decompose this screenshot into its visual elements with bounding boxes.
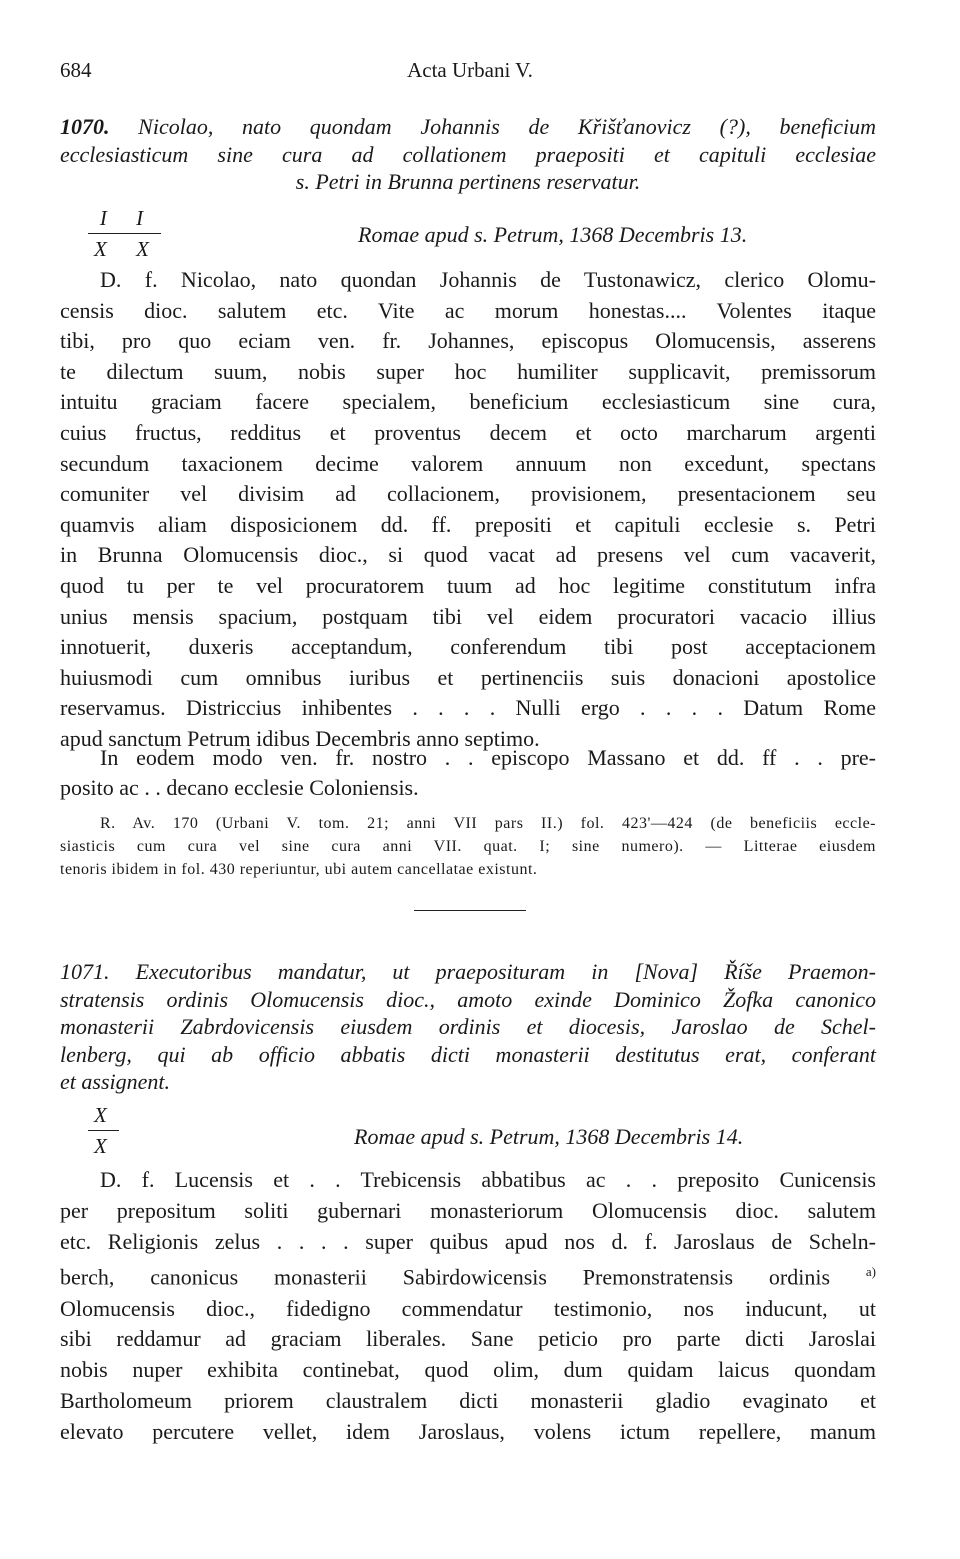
body-line: Bartholomeum priorem claustralem dicti monasterii gladio evaginato et <box>60 1387 876 1413</box>
fraction-bar <box>88 1130 119 1131</box>
body-line: etc. Religionis zelus . . . . super quibus apud nos d. f. Jaroslaus de Scheln- <box>60 1228 876 1254</box>
dateline: Romae apud s. Petrum, 1368 Decembris 13. <box>358 222 748 247</box>
abstract-line: ecclesiasticum sine cura ad collationem praepositi et capituli ecclesiae <box>60 141 876 167</box>
body-line: unius mensis spacium, postquam tibi vel eidem procuratori vacacio illius <box>60 603 876 629</box>
running-title: Acta Urbani V. <box>407 58 533 82</box>
abstract-line: lenberg, qui ab officio abbatis dicti monasterii destitutus erat, conferant <box>60 1041 876 1067</box>
document-page <box>60 0 880 1559</box>
body-line: innotuerit, duxeris acceptandum, conferendum tibi post acceptacionem <box>60 634 876 660</box>
entry-1070-second-paragraph <box>60 743 876 803</box>
body-line: secundum taxacionem decime valorem annuum non excedunt, spectans <box>60 450 876 476</box>
abstract-line: 1071. Executoribus mandatur, ut praeposituram in [Nova] Říše Praemon- <box>60 959 877 984</box>
dateline: Romae apud s. Petrum, 1368 Decembris 14. <box>354 1124 744 1149</box>
abstract-line: s. Petri in Brunna pertinens reservatur. <box>295 169 641 194</box>
body-line: quamvis aliam disposicionem dd. ff. prepositi et capituli ecclesie s. Petri <box>60 511 876 537</box>
body-line: in Brunna Olomucensis dioc., si quod vacat ad presens vel cum vacaverit, <box>60 542 876 568</box>
body-line: Olomucensis dioc., fidedigno commendatur testimonio, nos inducunt, ut <box>60 1295 876 1321</box>
body-line: apud sanctum Petrum idibus Decembris anno septimo. <box>60 725 540 751</box>
body-line: nobis nuper exhibita continebat, quod olim, dum quidam laicus quondam <box>60 1357 876 1383</box>
fraction-denominator: X X <box>94 237 161 261</box>
date-fraction <box>88 206 161 261</box>
entry-number: 1071. <box>60 959 110 984</box>
body-line: D. f. Nicolao, nato quondan Johannis de Tustonawicz, clerico Olomu- <box>100 267 876 292</box>
body-line: huiusmodi cum omnibus iuribus et pertinenciis suis donacioni apostolice <box>60 664 876 690</box>
running-header <box>60 58 880 88</box>
body-line: D. f. Lucensis et . . Trebicensis abbatibus ac . . preposito Cunicensis <box>100 1167 876 1192</box>
body-line: cuius fructus, redditus et proventus decem et octo marcharum argenti <box>60 419 876 445</box>
body-line: tibi, pro quo eciam ven. fr. Johannes, episcopus Olomucensis, asserens <box>60 328 876 354</box>
body-line: reservamus. Districcius inhibentes . . . . Nulli ergo . . . . Datum Rome <box>60 695 876 721</box>
abstract-line: stratensis ordinis Olomucensis dioc., amoto exinde Dominico Žofka canonico <box>60 986 876 1012</box>
footnote-marker: a) <box>865 1264 876 1280</box>
entry-1071-abstract <box>60 958 876 1096</box>
entry-number: 1070. <box>60 114 110 139</box>
body-line: intuitu graciam facere specialem, beneficium ecclesiasticum sine cura, <box>60 389 876 415</box>
abstract-line: et assignent. <box>60 1069 170 1094</box>
date-fraction <box>88 1103 119 1158</box>
body-line: censis dioc. salutem etc. Vite ac morum honestas.... Volentes itaque <box>60 297 876 323</box>
page-number: 684 <box>60 58 92 82</box>
body-line: te dilectum suum, nobis super hoc humiliter supplicavit, premissorum <box>60 358 876 384</box>
fraction-numerator: I I <box>99 206 156 230</box>
abstract-line: 1070. Nicolao, nato quondam Johannis de Křišťanovicz (?), beneficium <box>60 114 876 139</box>
body-line: posito ac . . decano ecclesie Coloniensis. <box>60 775 419 800</box>
entry-1070-body <box>60 265 876 755</box>
entry-1070-abstract <box>60 113 876 196</box>
source-line: tenoris ibidem in fol. 430 reperiuntur, ubi autem cancellatae existunt. <box>60 861 538 878</box>
fraction-denominator: X <box>94 1134 119 1158</box>
abstract-line: monasterii Zabrdovicensis eiusdem ordinis et diocesis, Jaroslao de Schel- <box>60 1014 876 1039</box>
source-line: siasticis cum cura vel sine cura anni VII. quat. I; sine numero). — Litterae eiusdem <box>60 838 876 855</box>
source-note <box>60 812 876 881</box>
body-line: sibi reddamur ad graciam liberales. Sane peticio pro parte dicti Jaroslai <box>60 1326 876 1352</box>
body-line: berch, canonicus monasterii Sabirdowicensis Premonstratensis ordinis $^{a)}$ <box>60 1264 876 1290</box>
body-line: per prepositum soliti gubernari monasteriorum Olomucensis dioc. salutem <box>60 1197 876 1223</box>
section-divider <box>414 910 526 911</box>
body-line: quod tu per te vel procuratorem tuum ad hoc legitime constitutum infra <box>60 572 876 598</box>
entry-1071-body <box>60 1165 876 1448</box>
body-line: In eodem modo ven. fr. nostro . . episcopo Massano et dd. ff . . pre- <box>100 745 876 770</box>
body-line: elevato percutere vellet, idem Jaroslaus, volens ictum repellere, manum <box>60 1418 876 1444</box>
body-line: comuniter vel divisim ad collacionem, provisionem, presentacionem seu <box>60 481 876 507</box>
fraction-bar <box>88 233 161 234</box>
fraction-numerator: X <box>94 1103 119 1127</box>
source-line: R. Av. 170 (Urbani V. tom. 21; anni VII pars II.) fol. 423'—424 (de beneficiis eccle- <box>100 815 876 832</box>
